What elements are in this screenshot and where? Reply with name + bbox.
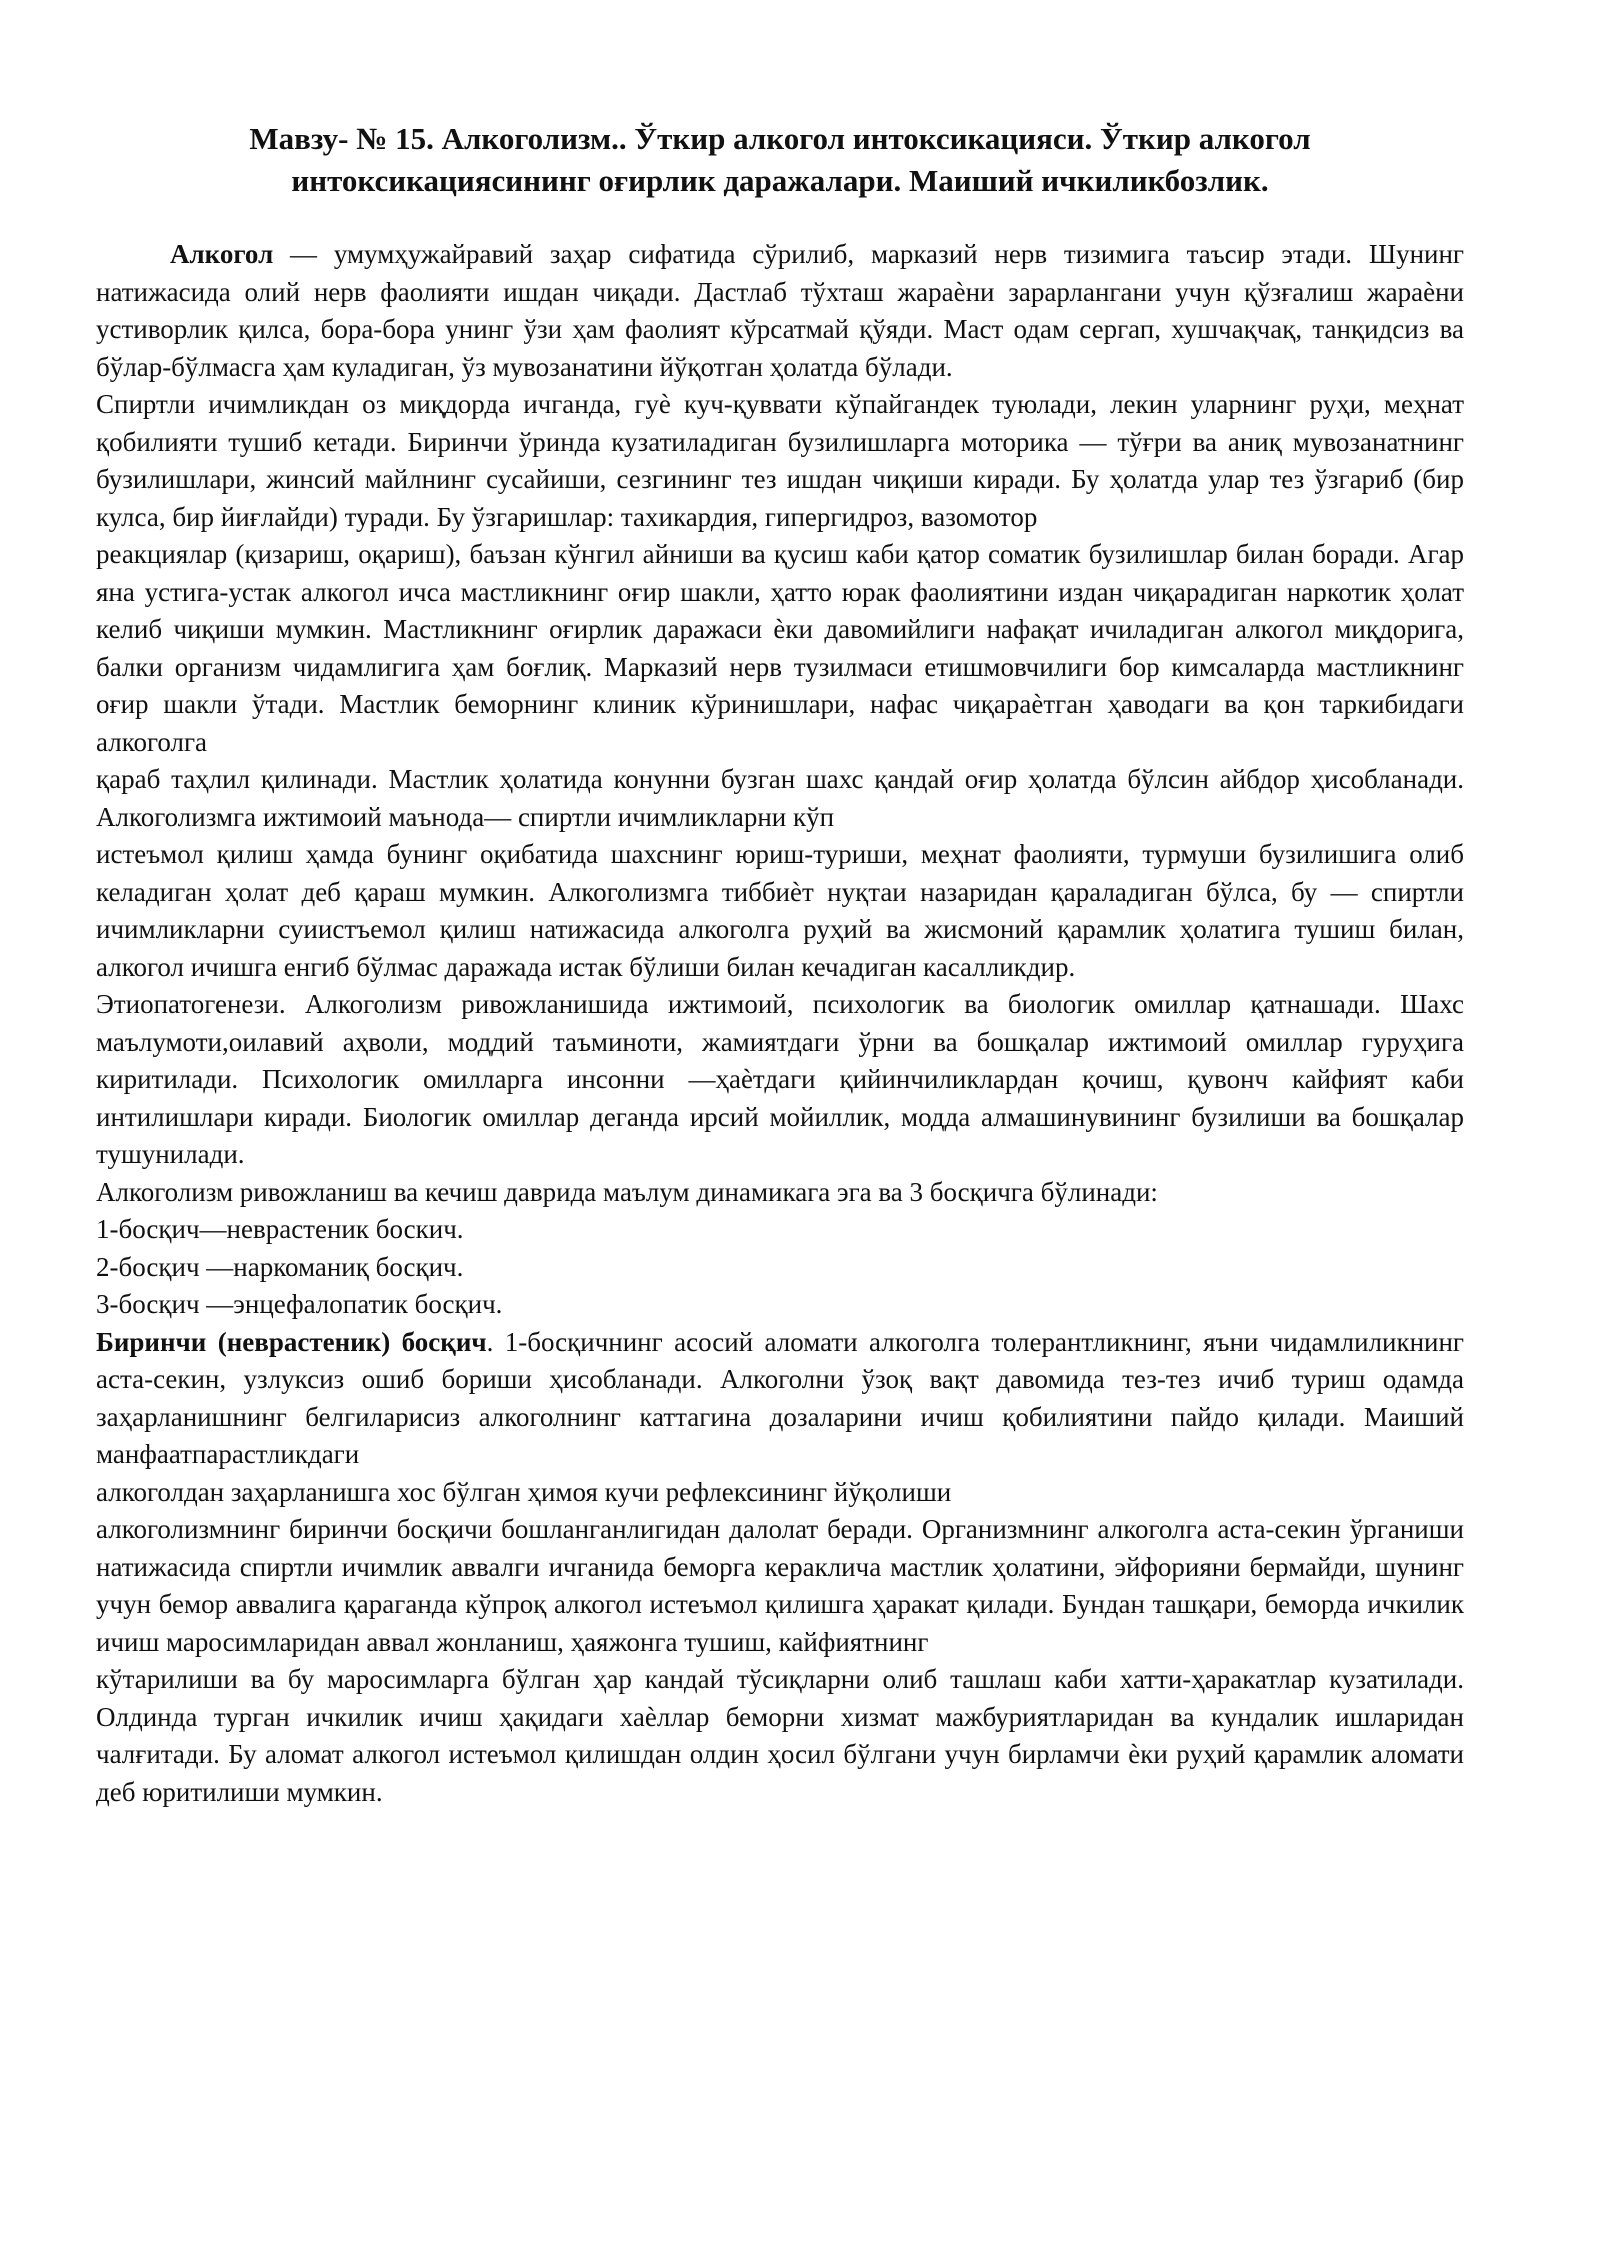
title-line-1: Мавзу- № 15. Алкоголизм.. Ўткир алкогол интоксикацияси. Ўткир алкогол	[249, 121, 1311, 156]
paragraph-psychological-dependence: кўтарилиши ва бу маросимларга бўлган ҳар кандай тўсиқларни олиб ташлаш каби хатти-ҳаракатлар кузатилади. Олдинда турган ичкилик ичиш ҳақидаги хаѐллар беморни хизмат мажбуриятларидан ва кундалик ишларидан чалғитади. Бу аломат алкогол истеъмол қилишдан олдин ҳосил бўлгани учун бирламчи ѐки руҳий қарамлик аломати деб юритилиши мумкин.	[96, 1664, 1464, 1807]
document-title	[96, 118, 1464, 202]
list-item: 1-босқич—неврастеник боскич.	[96, 1214, 464, 1244]
paragraph-analysis: қараб таҳлил қилинади. Мастлик ҳолатида конунни бузган шахс қандай оғир ҳолатда бўлсин айбдор ҳисобланади. Алкоголизмга ижтимоий маънода— спиртли ичимликларни кўп	[96, 764, 1464, 832]
paragraph-alcoholism-definition: истеъмол қилиш ҳамда бунинг оқибатида шахснинг юриш-туриши, меҳнат фаолияти, турмуши бузилишига олиб келадиган ҳолат деб қараш мумкин. Алкоголизмга тиббиѐт нуқтаи назаридан қараладиган бўлса, бу — спиртли ичимликларни суиистъемол қилиш натижасида алкоголга руҳий ва жисмоний қарамлик ҳолатига тушиш билан, алкогол ичишга енгиб бўлмас даражада истак бўлиши билан кечадиган касалликдир.	[96, 839, 1464, 982]
paragraph-text: — умумҳужайравий заҳар сифатида сўрилиб, марказий нерв тизимига таъсир этади. Шунинг натижасида олий нерв фаолияти ишдан чиқади. Дастлаб тўхташ жараѐни зарарлангани учун қўзғалиш жараѐни устиворлик қилса, бора-бора унинг ўзи ҳам фаолият кўрсатмай қўяди. Маст одам сергап, хушчақчақ, танқидсиз ва бўлар-бўлмасга ҳам куладиган, ўз мувозанатини йўқотган ҳолатда бўлади.	[96, 239, 1464, 382]
list-item: 2-босқич —наркоманиқ босқич.	[96, 1251, 464, 1282]
document-body	[96, 236, 1464, 1811]
paragraph-stages-intro: Алкоголизм ривожланиш ва кечиш даврида маълум динамикага эга ва 3 босқичга бўлинади:	[96, 1176, 1158, 1207]
paragraph-etiopathogenesis: Этиопатогенези. Алкоголизм ривожланишида ижтимоий, психологик ва биологик омиллар қатнашади. Шахс маълумоти,оилавий аҳволи, моддий таъминоти, жамиятдаги ўрни ва бошқалар ижтимоий омиллар гуруҳига киритилади. Психологик омилларга инсонни —ҳаѐтдаги қийинчиликлардан қочиш, қувонч кайфият каби интилишлари киради. Биологик омиллар деганда ирсий мойиллик, модда алмашинувининг бузилиши ва бошқалар тушунилади.	[96, 989, 1464, 1169]
paragraph-alcohol-definition	[96, 236, 1464, 386]
list-item: 3-босқич —энцефалопатик босқич.	[96, 1289, 503, 1319]
paragraph-protective-reflex: алкоголдан заҳарланишга хос бўлган ҳимоя кучи рефлексининг йўқолиши	[96, 1476, 952, 1507]
term-alcohol: Алкогол	[170, 239, 274, 269]
term-first-stage: Биринчи (неврастеник) босқич	[96, 1326, 487, 1357]
paragraph-somatic: реакциялар (қизариш, оқариш), баъзан кўнгил айниши ва қусиш каби қатор соматик бузилишлар билан боради. Агар яна устига-устак алкогол ичса мастликнинг оғир шакли, ҳатто юрак фаолиятини издан чиқарадиган наркотик ҳолат келиб чиқиши мумкин. Мастликнинг оғирлик даражаси ѐки давомийлиги нафақат ичиладиган алкогол миқдорига, балки организм чидамлигига ҳам боғлиқ. Марказий нерв тузилмаси етишмовчилиги бор кимсаларда мастликнинг оғир шакли ўтади. Мастлик беморнинг клиник кўринишлари, нафас чиқараѐтган ҳаводаги ва қон таркибидаги алкоголга	[96, 539, 1464, 757]
paragraph-text: . 1-босқичнинг асосий аломати алкоголга толерантликнинг, яъни чидамлиликнинг аста-секин, узлуксиз ошиб бориши ҳисобланади. Алкоголни ўзоқ вақт давомида тез-тез ичиб туриш одамда заҳарланишнинг белгиларисиз алкоголнинг каттагина дозаларини ичиш қобилиятини пайдо қилади. Маиший манфаатпарастликдаги	[96, 1326, 1464, 1469]
paragraph-first-stage-signs: алкоголизмнинг биринчи босқичи бошланганлигидан далолат беради. Организмнинг алкоголга аста-секин ўрганиши натижасида спиртли ичимлик аввалги ичганида беморга кераклича мастлик ҳолатини, эйфорияни бермайди, шунинг учун бемор аввалига қараганда кўпроқ алкогол истеъмол қилишга ҳаракат қилади. Бундан ташқари, беморда ичкилик ичиш маросимларидан аввал жонланиш, ҳаяжонга тушиш, кайфиятнинг	[96, 1514, 1464, 1657]
title-line-2: интоксикациясининг оғирлик даражалари. Маиший ичкиликбозлик.	[291, 163, 1269, 198]
paragraph-small-dose: Спиртли ичимликдан оз миқдорда ичганда, гуѐ куч-қуввати кўпайгандек туюлади, лекин уларнинг руҳи, меҳнат қобилияти тушиб кетади. Биринчи ўринда кузатиладиган бузилишларга моторика — тўғри ва аниқ мувозанатнинг бузилишлари, жинсий майлнинг сусайиши, сезгининг тез ишдан чиқиши киради. Бу ҳолатда улар тез ўзгариб (бир кулса, бир йиғлайди) туради. Бу ўзгаришлар: тахикардия, гипергидроз, вазомотор	[96, 389, 1464, 532]
paragraph-first-stage	[96, 1324, 1464, 1474]
